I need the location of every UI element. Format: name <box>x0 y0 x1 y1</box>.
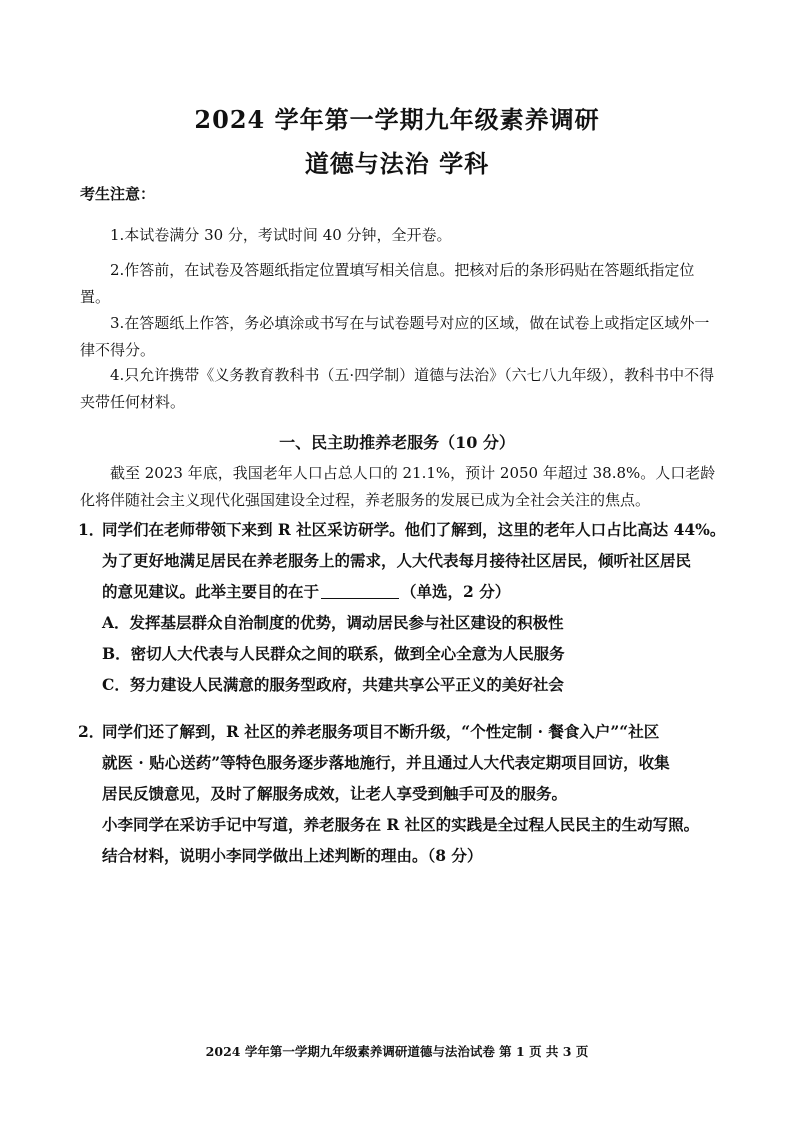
question-2 <box>78 716 730 871</box>
question-1-text-3: 的意见建议。此举主要目的在于 <box>102 582 320 601</box>
answer-blank <box>321 598 399 599</box>
page-footer: 2024 学年第一学期九年级素养调研道德与法治试卷 第 1 页 共 3 页 <box>205 1044 589 1059</box>
notice-item-2: 2.作答前，在试卷及答题纸指定位置填写相关信息。把核对后的条形码贴在答题纸指定位置。 <box>80 261 695 306</box>
exam-title: 2024 学年第一学期九年级素养调研 <box>194 105 600 134</box>
question-1-text-2: 为了更好地满足居民在养老服务上的需求，人大代表每月接待社区居民，倾听社区居民 <box>102 551 692 570</box>
question-2-text-3: 居民反馈意见，及时了解服务成效，让老人享受到触手可及的服务。 <box>102 784 568 803</box>
subject-title: 道德与法治 学科 <box>304 149 490 178</box>
question-2-text-4: 小李同学在采访手记中写道，养老服务在 R 社区的实践是全过程人民民主的生动写照。 <box>102 815 700 834</box>
question-1-score: （单选，2 分） <box>401 582 511 601</box>
option-a: A．发挥基层群众自治制度的优势，调动居民参与社区建设的积极性 <box>102 613 564 632</box>
section-title: 一、民主助推养老服务（10 分） <box>279 433 515 452</box>
question-1-text: 同学们在老师带领下来到 R 社区采访研学。他们了解到，这里的老年人口占比高达 44%。 <box>102 520 726 539</box>
option-c: C．努力建设人民满意的服务型政府，共建共享公平正义的美好社会 <box>102 675 564 694</box>
question-2-number: 2． <box>78 722 105 741</box>
question-1 <box>78 514 730 700</box>
question-2-text: 同学们还了解到，R 社区的养老服务项目不断升级，“个性定制 · 餐食入户”“社区 <box>102 722 660 741</box>
notice-heading: 考生注意： <box>80 185 156 203</box>
section-intro: 截至 2023 年底，我国老年人口占总人口的 21.1%，预计 2050 年超过 38.8%。人口老龄化将伴随社会主义现代化强国建设全过程，养老服务的发展已成为全社会关注的焦点。 <box>80 464 716 509</box>
question-2-text-2: 就医 · 贴心送药”等特色服务逐步落地施行，并且通过人大代表定期项目回访，收集 <box>102 753 670 772</box>
notice-item-1: 1.本试卷满分 30 分，考试时间 40 分钟，全开卷。 <box>110 226 452 244</box>
notice-item-4: 4.只允许携带《义务教育教科书（五·四学制）道德与法治》（六七八九年级），教科书中不得夹带任何材料。 <box>80 366 715 411</box>
notice-item-3: 3.在答题纸上作答，务必填涂或书写在与试卷题号对应的区域，做在试卷上或指定区域外一律不得分。 <box>80 314 710 359</box>
question-1-number: 1． <box>78 520 105 539</box>
question-2-text-5: 结合材料，说明小李同学做出上述判断的理由。（8 分） <box>102 846 483 865</box>
option-b: B．密切人大代表与人民群众之间的联系，做到全心全意为人民服务 <box>102 644 565 663</box>
